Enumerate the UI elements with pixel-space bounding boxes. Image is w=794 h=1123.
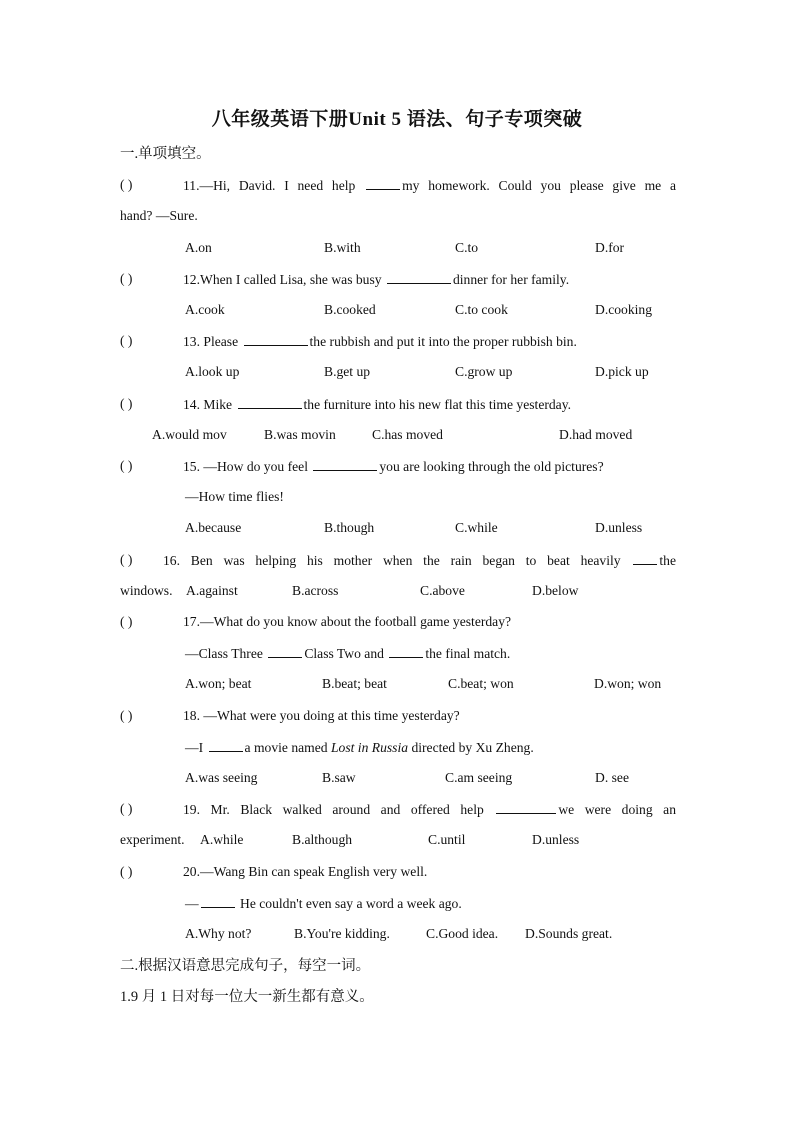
answer-blank[interactable] [244,331,308,346]
question-16-continuation [0,581,794,601]
answer-paren[interactable]: ( ) [120,396,133,411]
option-a[interactable]: A.Why not? [185,926,252,941]
question-15-reply: —How time flies! [185,489,284,504]
answer-paren[interactable]: ( ) [120,708,133,723]
answer-paren[interactable]: ( ) [120,458,133,473]
option-c[interactable]: C.Good idea. [426,926,499,941]
question-11 [120,175,676,196]
option-a[interactable]: A.look up [185,364,240,379]
page-title: 八年级英语下册Unit 5 语法、句子专项突破 [211,109,583,130]
option-b[interactable]: B.was movin [264,427,336,442]
option-d[interactable]: D.won; won [594,676,662,691]
option-c[interactable]: C.am seeing [445,770,513,785]
question-17-options [0,674,794,694]
option-a[interactable]: A.against [186,583,238,598]
question-stem: 11.—Hi, David. I need help my homework. Could you please give me a [183,175,676,196]
option-c[interactable]: C.beat; won [448,676,514,691]
answer-blank-2[interactable] [389,643,423,658]
option-a[interactable]: A.on [185,240,212,255]
question-17-reply: —Class Three Class Two and the final match. [185,643,665,664]
option-a[interactable]: A.while [200,832,244,847]
question-19: ( ) 19. Mr. Black walked around and offered help we were doing an [120,799,676,820]
option-d[interactable]: D.unless [532,832,580,847]
answer-blank-1[interactable] [268,643,302,658]
question-12: ( ) 12.When I called Lisa, she was busy dinner for her family. [120,269,676,290]
question-15-options [0,518,794,538]
question-12-options [0,300,794,320]
answer-paren[interactable]: ( ) [120,271,133,286]
option-c[interactable]: C.has moved [372,427,443,442]
section-heading-1: 一.单项填空。 [120,146,211,162]
question-13-options [0,362,794,382]
section-heading-2: 二.根据汉语意思完成句子，每空一词。 [120,958,371,974]
option-b[interactable]: B.although [292,832,353,847]
option-c[interactable]: C.grow up [455,364,513,379]
option-d[interactable]: D.unless [595,520,643,535]
question-20-options [0,924,794,944]
option-d[interactable]: D.pick up [595,364,649,379]
option-a[interactable]: A.was seeing [185,770,258,785]
option-c[interactable]: C.above [420,583,465,598]
option-a[interactable]: A.won; beat [185,676,252,691]
answer-blank[interactable] [387,269,451,284]
question-13: ( ) 13. Please the rubbish and put it into the proper rubbish bin. [120,331,676,352]
option-d[interactable]: D.had moved [559,427,633,442]
option-d[interactable]: D.Sounds great. [525,926,613,941]
answer-blank[interactable] [633,550,657,565]
continuation-text: windows. [120,583,173,598]
question-14: ( ) 14. Mike the furniture into his new flat this time yesterday. [120,394,676,415]
option-c[interactable]: C.while [455,520,498,535]
option-c[interactable]: C.to cook [455,302,508,317]
question-18-options [0,768,794,788]
option-b[interactable]: B.though [324,520,375,535]
option-b[interactable]: B.across [292,583,339,598]
option-a[interactable]: A.would mov [152,427,227,442]
option-d[interactable]: D.for [595,240,625,255]
answer-paren[interactable]: ( ) [120,614,133,629]
option-b[interactable]: B.with [324,240,361,255]
option-b[interactable]: B.You're kidding. [294,926,390,941]
answer-blank[interactable] [201,893,235,908]
question-16: ( ) 16. Ben was helping his mother when the rain began to beat heavily the [120,550,676,571]
question-14-options [0,425,794,445]
movie-title: Lost in Russia [330,740,409,755]
option-c[interactable]: C.until [428,832,466,847]
question-15: ( ) 15. —How do you feel you are looking through the old pictures? [120,456,676,477]
option-b[interactable]: B.cooked [324,302,376,317]
option-b[interactable]: B.get up [324,364,371,379]
question-18-reply: —I a movie named Lost in Russia directed by Xu Zheng. [185,737,665,758]
question-17: ( ) 17.—What do you know about the football game yesterday? [120,612,676,632]
option-d[interactable]: D.cooking [595,302,653,317]
answer-paren[interactable]: ( ) [120,864,133,879]
answer-blank[interactable] [366,175,400,190]
option-c[interactable]: C.to [455,240,479,255]
option-d[interactable]: D.below [532,583,579,598]
answer-paren[interactable]: ( ) [120,177,133,192]
question-20: ( ) 20.—Wang Bin can speak English very well. [120,862,676,882]
question-18: ( ) 18. —What were you doing at this time yesterday? [120,706,676,726]
option-a[interactable]: A.because [185,520,242,535]
question-19-continuation [0,830,794,850]
answer-blank[interactable] [238,394,302,409]
answer-blank[interactable] [209,737,243,752]
continuation-text: experiment. [120,832,185,847]
option-d[interactable]: D. see [595,770,629,785]
answer-paren[interactable]: ( ) [120,801,133,816]
option-b[interactable]: B.saw [322,770,356,785]
question-20-reply: — He couldn't even say a word a week ago. [185,893,665,914]
answer-blank[interactable] [496,799,556,814]
question-11-continuation: hand? —Sure. [120,208,198,223]
answer-blank[interactable] [313,456,377,471]
answer-paren[interactable]: ( ) [120,333,133,348]
option-b[interactable]: B.beat; beat [322,676,387,691]
translation-item-1: 1.9 月 1 日对每一位大一新生都有意义。 [120,989,374,1005]
question-11-options [0,238,794,258]
answer-paren[interactable]: ( ) [120,552,133,567]
option-a[interactable]: A.cook [185,302,225,317]
